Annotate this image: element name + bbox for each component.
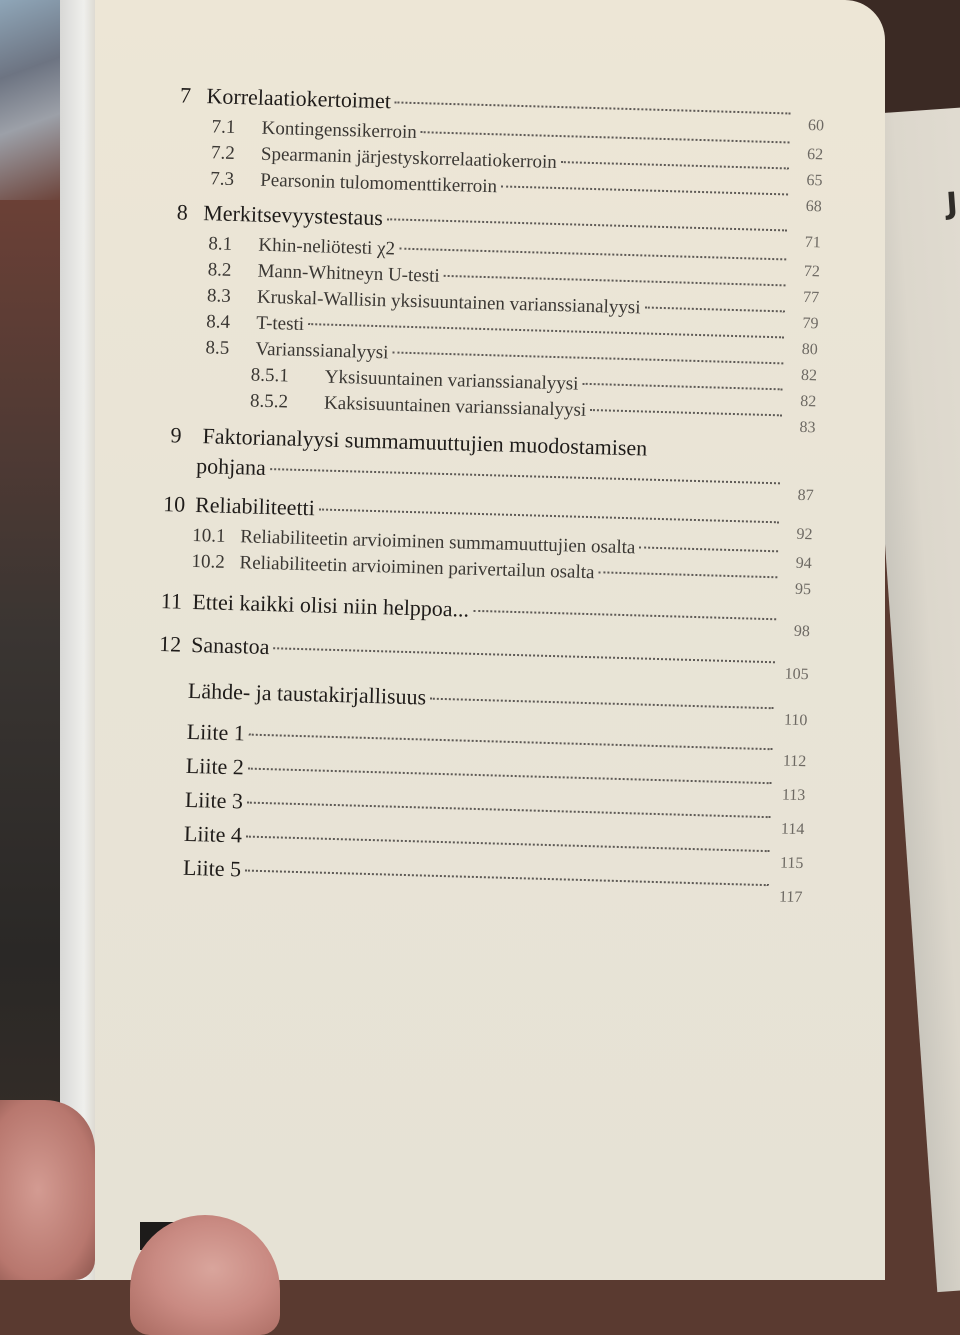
dot-leader — [270, 468, 780, 484]
entry-number: 12 — [158, 631, 182, 657]
entry-page: 60 — [807, 116, 825, 135]
dot-leader — [582, 383, 782, 391]
entry-title: Sanastoa — [190, 631, 270, 660]
entry-title: Faktorianalyysi summamuuttujien muodostamisen — [202, 423, 648, 461]
entry-page: 105 — [784, 665, 809, 684]
entry-number: 8.5.2 — [249, 390, 289, 413]
entry-title: Reliabiliteetti — [194, 492, 316, 521]
entry-number: 10.1 — [192, 524, 226, 547]
entry-page: 112 — [782, 752, 807, 771]
entry-title: Kontingenssikerroin — [261, 117, 418, 144]
entry-title: Reliabiliteetin arvioiminen parivertailun osalta — [239, 552, 595, 584]
dot-leader — [395, 101, 790, 114]
page-stack-edge — [60, 0, 100, 1280]
entry-page: 65 — [806, 171, 823, 190]
entry-title: Liite 3 — [184, 786, 244, 814]
table-of-contents — [143, 80, 825, 907]
entry-page: 110 — [783, 711, 808, 730]
dot-leader — [308, 323, 784, 338]
entry-title: Yksisuuntainen varianssianalyysi — [324, 366, 579, 395]
entry-number: 8.3 — [206, 285, 232, 307]
entry-page: 114 — [780, 820, 805, 839]
entry-page: 68 — [805, 197, 822, 216]
entry-page: 83 — [799, 418, 816, 437]
dot-leader — [246, 836, 770, 853]
dot-leader — [639, 546, 778, 552]
entry-number-spacer — [154, 472, 196, 473]
entry-number: 9 — [170, 422, 182, 448]
dot-leader — [598, 571, 777, 578]
toc-entry-chapter[interactable] — [150, 586, 811, 641]
book-page — [95, 0, 885, 1280]
entry-number: 7.2 — [210, 142, 236, 164]
entry-title: Korrelaatiokertoimet — [206, 83, 392, 114]
entry-title: Mann-Whitneyn U-testi — [257, 260, 440, 287]
dot-leader — [473, 610, 776, 620]
dot-leader — [249, 734, 773, 751]
entry-page: 98 — [793, 622, 811, 641]
entry-title: Lähde- ja taustakirjallisuus — [187, 677, 427, 710]
finger-left — [0, 1100, 95, 1280]
entry-page: 77 — [802, 288, 820, 307]
entry-page: 113 — [781, 786, 806, 805]
dot-leader — [399, 248, 786, 261]
dot-leader — [245, 870, 769, 887]
entry-title: Ettei kaikki olisi niin helppoa... — [192, 588, 470, 622]
entry-page: 115 — [779, 854, 804, 873]
dot-leader — [248, 768, 772, 785]
dot-leader — [444, 275, 786, 287]
dot-leader — [590, 409, 782, 416]
entry-title: Liite 1 — [186, 718, 246, 746]
entry-number: 8.4 — [205, 311, 231, 333]
dot-leader — [561, 161, 789, 169]
entry-title: Spearmanin järjestyskorrelaatiokerroin — [260, 143, 558, 173]
dot-leader — [644, 306, 784, 312]
entry-number: 7.3 — [209, 168, 235, 190]
entry-page: 80 — [801, 340, 818, 359]
dot-leader — [430, 698, 774, 710]
dot-leader — [501, 185, 788, 195]
entry-page: 72 — [803, 262, 821, 281]
facing-page-letter: J — [945, 186, 959, 222]
entry-title: Varianssianalyysi — [255, 338, 389, 364]
entry-page: 117 — [778, 888, 803, 907]
entry-title: Liite 2 — [185, 752, 245, 780]
entry-number: 10 — [162, 491, 186, 517]
entry-number: 10.2 — [191, 550, 226, 573]
dot-leader — [319, 508, 779, 523]
entry-number: 8 — [176, 199, 189, 225]
dot-leader — [387, 218, 787, 231]
entry-page: 95 — [794, 580, 812, 599]
dot-leader — [273, 647, 775, 663]
entry-number: 7 — [179, 82, 192, 108]
dot-leader — [421, 131, 790, 143]
entry-page: 92 — [796, 525, 813, 544]
dot-leader — [392, 351, 783, 364]
entry-page: 82 — [800, 366, 818, 385]
toc-entry-chapter[interactable] — [149, 629, 810, 684]
entry-number: 8.5 — [205, 337, 230, 359]
entry-number: 8.1 — [208, 233, 233, 255]
entry-page: 79 — [802, 314, 819, 333]
entry-title: Liite 5 — [182, 854, 242, 882]
entry-number: 8.2 — [207, 259, 232, 281]
entry-page: 87 — [797, 486, 814, 505]
entry-title: Pearsonin tulomomenttikerroin — [259, 169, 498, 198]
entry-title: Liite 4 — [183, 820, 243, 848]
entry-title: T-testi — [255, 312, 305, 335]
entry-page: 71 — [804, 233, 821, 252]
entry-title: Kruskal-Wallisin yksisuuntainen varianssianalyysi — [256, 286, 641, 319]
entry-page: 82 — [800, 392, 817, 411]
entry-title: Merkitsevyystestaus — [202, 200, 384, 231]
entry-title-continued: pohjana — [195, 453, 267, 480]
entry-title: Kaksisuuntainen varianssianalyysi — [323, 392, 587, 421]
entry-number: 7.1 — [211, 116, 236, 138]
entry-number: 8.5.1 — [250, 364, 290, 387]
entry-title: Khin-neliötesti χ2 — [258, 234, 396, 260]
dot-leader — [247, 802, 771, 819]
entry-page: 62 — [806, 145, 824, 164]
entry-title: Reliabiliteetin arvioiminen summamuuttujien osalta — [239, 526, 636, 559]
entry-page: 94 — [795, 554, 812, 573]
entry-number: 11 — [160, 588, 183, 614]
